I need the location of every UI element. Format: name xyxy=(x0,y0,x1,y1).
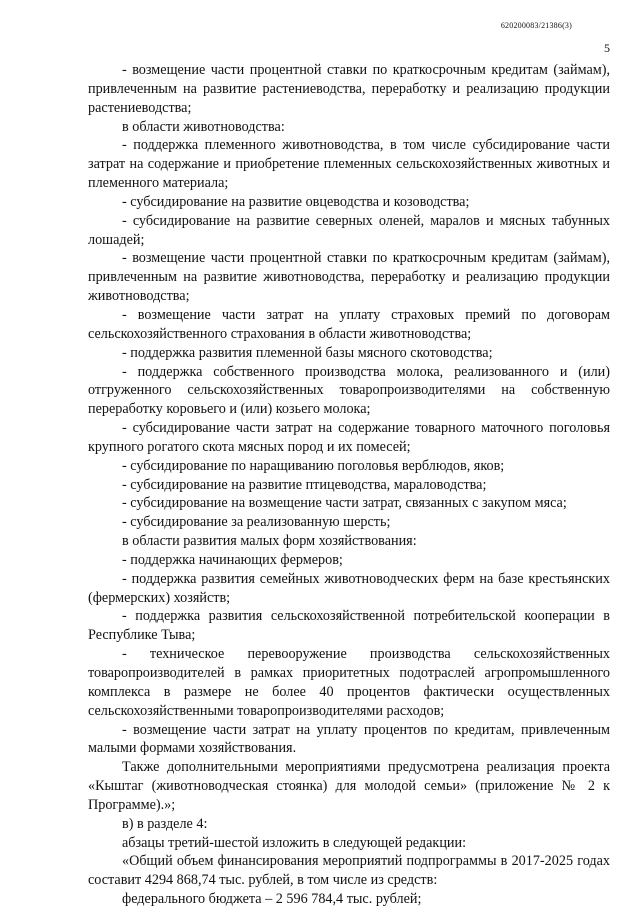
paragraph: - поддержка собственного производства молока, реализованного и (или) отгруженного сельскохозяйственных товаропроизводителями на собственную переработку коровьего и (или) козьего молока; xyxy=(88,363,610,418)
paragraph: - субсидирование на развитие овцеводства и козоводства; xyxy=(122,193,470,210)
paragraph: - возмещение части затрат на уплату процентов по кредитам, привлеченным малыми формами хозяйствования. xyxy=(88,721,610,757)
paragraph: «Общий объем финансирования мероприятий подпрограммы в 2017-2025 годах составит 4294 868,74 тыс. рублей, в том числе из средств: xyxy=(88,853,610,889)
paragraph: - субсидирование на возмещение части затрат, связанных с закупом мяса; xyxy=(122,495,567,512)
document-body xyxy=(88,61,610,909)
paragraph: - поддержка развития сельскохозяйственной потребительской кооперации в Республике Тыва; xyxy=(88,608,610,644)
paragraph: в области животноводства: xyxy=(122,118,285,135)
paragraph: - поддержка развития семейных животноводческих ферм на базе крестьянских (фермерских) хозяйств; xyxy=(88,570,610,606)
paragraph: - поддержка начинающих фермеров; xyxy=(122,551,343,568)
paragraph: - возмещение части процентной ставки по краткосрочным кредитам (займам), привлеченным на развитие растениеводства, переработку и реализацию продукции растениеводства; xyxy=(88,62,610,116)
paragraph: - субсидирование части затрат на содержание товарного маточного поголовья крупного рогатого скота мясных пород и их помесей; xyxy=(88,420,610,455)
paragraph: - субсидирование на развитие птицеводства, мараловодства; xyxy=(122,476,487,493)
paragraph: федерального бюджета – 2 596 784,4 тыс. рублей; xyxy=(122,891,422,908)
paragraph: - субсидирование на развитие северных оленей, маралов и мясных табунных лошадей; xyxy=(88,212,610,248)
paragraph: в области развития малых форм хозяйствования: xyxy=(122,533,417,550)
paragraph: - субсидирование по наращиванию поголовья верблюдов, яков; xyxy=(122,457,505,474)
paragraph: в) в разделе 4: xyxy=(122,815,208,832)
paragraph: - поддержка развития племенной базы мясного скотоводства; xyxy=(122,344,493,361)
paragraph: - возмещение части затрат на уплату страховых премий по договорам сельскохозяйственного страхования в области животноводства; xyxy=(88,306,610,342)
paragraph: - возмещение части процентной ставки по краткосрочным кредитам (займам), привлеченным на развитие животноводства, переработку и реализацию продукции животноводства; xyxy=(88,250,610,305)
paragraph: абзацы третий-шестой изложить в следующей редакции: xyxy=(122,834,467,851)
paragraph: - поддержка племенного животноводства, в том числе субсидирование части затрат на содержание и приобретение племенных сельскохозяйственных животных и племенного материала; xyxy=(88,137,610,192)
paragraph: - субсидирование за реализованную шерсть; xyxy=(122,514,391,531)
document-number: 620200083/21386(3) xyxy=(500,21,572,30)
paragraph: Также дополнительными мероприятиями предусмотрена реализация проекта «Кыштаг (животноводческая стоянка) для молодой семьи» (приложение № 2 к Программе).»; xyxy=(88,759,610,813)
paragraph: - техническое перевооружение производства сельскохозяйственных товаропроизводителей в рамках приоритетных подотраслей агропромышленного комплекса в размере не более 40 процентов фактически осуществленных сельскохозяйственными товаропроизводителями расходов; xyxy=(88,646,610,719)
page-number: 5 xyxy=(604,41,610,55)
